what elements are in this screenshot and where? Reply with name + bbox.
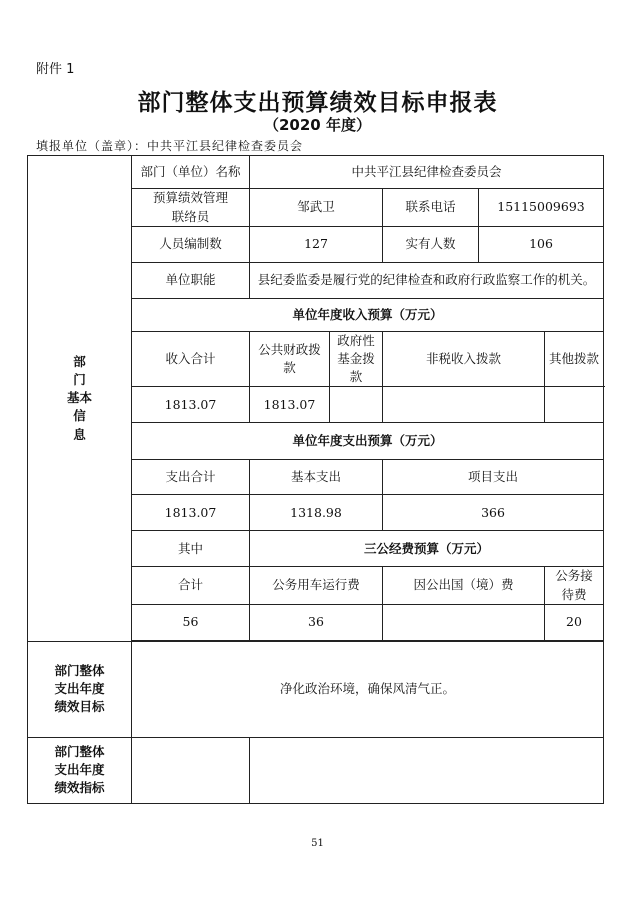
income-col-gov-fund: 政府性 基金拨 款: [330, 332, 383, 387]
three-public-col-abroad: 因公出国（境）费: [383, 567, 545, 604]
dept-name-value: 中共平江县纪律检查委员会: [250, 156, 604, 189]
filler-unit: 填报单位（盖章）：中共平江县纪律检查委员会: [36, 139, 304, 153]
three-public-col-total: 合计: [132, 567, 250, 604]
income-col-nontax: 非税收入拨款: [383, 332, 545, 387]
staff-quota-label: 人员编制数: [132, 227, 250, 263]
expense-header: 单位年度支出预算（万元）: [132, 423, 604, 460]
income-other: [545, 387, 604, 423]
duty-value: 县纪委监委是履行党的纪律检查和政府行政监察工作的机关。: [250, 263, 604, 299]
expense-project: 366: [383, 495, 604, 531]
page-title: 部门整体支出预算绩效目标申报表: [137, 90, 498, 116]
three-public-col-reception: 公务接 待费: [545, 567, 604, 604]
indicator-col1: [132, 737, 250, 803]
dept-name-label: 部门（单位）名称: [132, 156, 250, 189]
three-public-col-car: 公务用车运行费: [250, 567, 383, 604]
phone-label: 联系电话: [383, 189, 479, 227]
goal-value: 净化政治环境，确保风清气正。: [132, 641, 604, 737]
expense-col-total: 支出合计: [132, 460, 250, 495]
expense-col-project: 项目支出: [383, 460, 604, 495]
actual-staff-value: 106: [479, 227, 604, 263]
three-public-abroad: [383, 604, 545, 640]
three-public-car: 36: [250, 604, 383, 640]
budget-table: [27, 155, 604, 804]
indicator-col2: [250, 737, 604, 803]
staff-quota-value: 127: [250, 227, 383, 263]
section-basic-info: 部 门 基本 信 息: [28, 156, 132, 642]
three-public-header: 三公经费预算（万元）: [250, 531, 604, 567]
phone-value: 15115009693: [479, 189, 604, 227]
among-label: 其中: [132, 531, 250, 567]
actual-staff-label: 实有人数: [383, 227, 479, 263]
income-col-total: 收入合计: [132, 332, 250, 387]
contact-label: 预算绩效管理 联络员: [132, 189, 250, 227]
expense-total: 1813.07: [132, 495, 250, 531]
income-gov-fund: [330, 387, 383, 423]
income-public: 1813.07: [250, 387, 330, 423]
expense-col-basic: 基本支出: [250, 460, 383, 495]
page-number: 51: [311, 838, 324, 849]
indicator-label: 部门整体 支出年度 绩效指标: [28, 737, 132, 803]
three-public-reception: 20: [545, 604, 604, 640]
income-nontax: [383, 387, 545, 423]
income-col-other: 其他拨款: [545, 332, 604, 387]
income-total: 1813.07: [132, 387, 250, 423]
goal-label: 部门整体 支出年度 绩效目标: [28, 641, 132, 737]
attachment-label: 附件 1: [36, 62, 75, 77]
income-header: 单位年度收入预算（万元）: [132, 299, 604, 332]
income-col-public: 公共财政拨 款: [250, 332, 330, 387]
expense-basic: 1318.98: [250, 495, 383, 531]
duty-label: 单位职能: [132, 263, 250, 299]
three-public-total: 56: [132, 604, 250, 640]
year-label: （2020 年度）: [264, 116, 371, 134]
contact-value: 邹武卫: [250, 189, 383, 227]
